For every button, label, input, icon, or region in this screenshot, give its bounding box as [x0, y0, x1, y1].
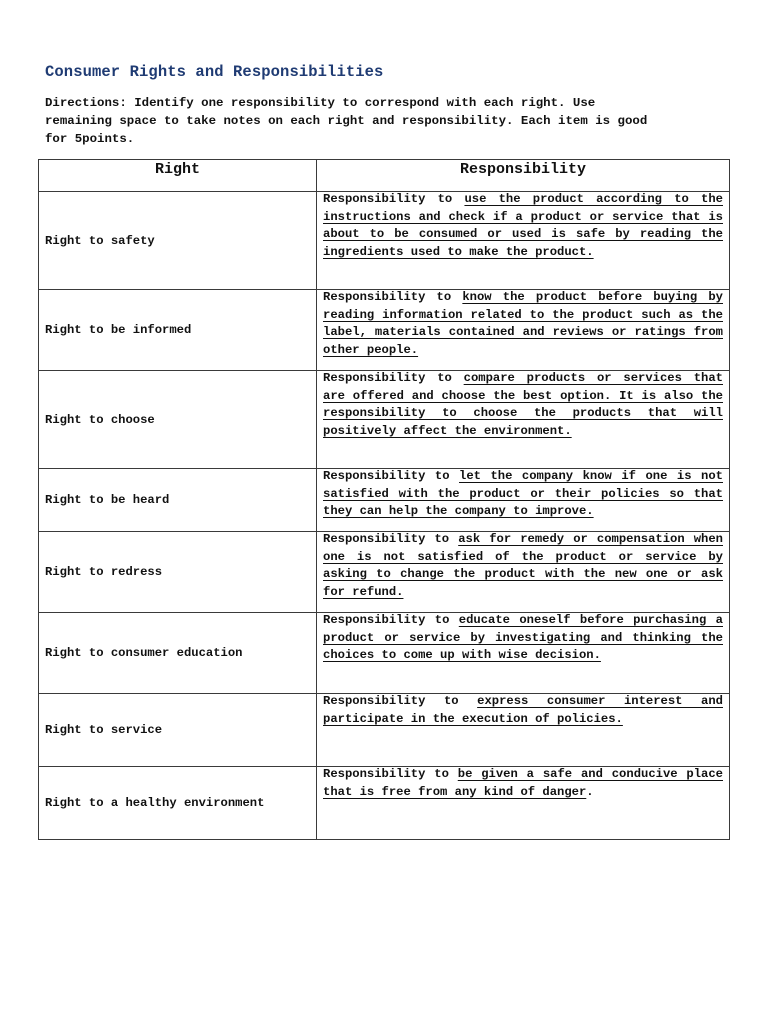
- header-right: Right: [39, 160, 317, 192]
- responsibility-lead: Responsibility to: [323, 192, 465, 206]
- table-row: [39, 469, 730, 532]
- page-title: Consumer Rights and Responsibilities: [45, 63, 384, 81]
- right-cell: Right to choose: [39, 371, 317, 469]
- responsibility-answer: express consumer interest and participate in the execution of policies.: [323, 694, 723, 726]
- responsibility-lead: Responsibility to: [323, 613, 459, 627]
- responsibility-lead: Responsibility to: [323, 290, 463, 304]
- header-responsibility: Responsibility: [317, 160, 730, 192]
- responsibility-tail: .: [586, 784, 594, 799]
- responsibility-cell: [317, 290, 730, 371]
- right-cell: Right to be informed: [39, 290, 317, 371]
- table-row: [39, 192, 730, 290]
- table-row: [39, 290, 730, 371]
- directions-line: for 5points.: [45, 131, 135, 146]
- responsibility-answer: educate oneself before purchasing a product or service by investigating and thinking the choices to come up with wise decision.: [323, 613, 723, 663]
- responsibility-lead: Responsibility to: [323, 532, 459, 546]
- directions-line: remaining space to take notes on each right and responsibility. Each item is good: [45, 113, 648, 128]
- directions-line: Directions: Identify one responsibility to correspond with each right. Use: [45, 96, 596, 110]
- responsibility-lead: Responsibility to: [323, 694, 478, 708]
- directions-text: [45, 95, 725, 148]
- table-row: [39, 767, 730, 840]
- responsibility-answer: let the company know if one is not satisfied with the product or their policies so that they can help the company to improve.: [323, 469, 723, 519]
- responsibility-answer: ask for remedy or compensation when one is not satisfied of the product or service by asking to change the product with the new one or ask for refund.: [323, 532, 723, 599]
- table-header-row: [39, 160, 730, 192]
- responsibility-cell: [317, 613, 730, 694]
- right-cell: Right to be heard: [39, 469, 317, 532]
- right-cell: Right to a healthy environment: [39, 767, 317, 840]
- responsibility-cell: [317, 371, 730, 469]
- responsibility-answer: know the product before buying by reading information related to the product such as the label, materials contained and reviews or ratings from other people.: [323, 290, 723, 357]
- responsibility-cell: [317, 469, 730, 532]
- responsibility-cell: [317, 767, 730, 840]
- table-row: [39, 371, 730, 469]
- right-cell: Right to safety: [39, 192, 317, 290]
- responsibility-cell: [317, 192, 730, 290]
- responsibility-cell: [317, 532, 730, 613]
- right-cell: Right to redress: [39, 532, 317, 613]
- right-cell: Right to service: [39, 694, 317, 767]
- table-row: [39, 613, 730, 694]
- rights-responsibilities-table: [38, 159, 730, 840]
- responsibility-lead: Responsibility to: [323, 469, 460, 483]
- table-row: [39, 694, 730, 767]
- responsibility-answer: be given a safe and conducive place that is free from any kind of danger: [323, 767, 723, 799]
- responsibility-cell: [317, 694, 730, 767]
- right-cell: Right to consumer education: [39, 613, 317, 694]
- responsibility-lead: Responsibility to: [323, 371, 464, 385]
- responsibility-answer: compare products or services that are offered and choose the best option. It is also the responsibility to choose the products that will positively affect the environment.: [323, 371, 723, 438]
- responsibility-answer: use the product according to the instructions and check if a product or service that is about to be consumed or used is safe by reading the ingredients used to make the product.: [323, 192, 723, 259]
- responsibility-lead: Responsibility to: [323, 767, 458, 781]
- table-row: [39, 532, 730, 613]
